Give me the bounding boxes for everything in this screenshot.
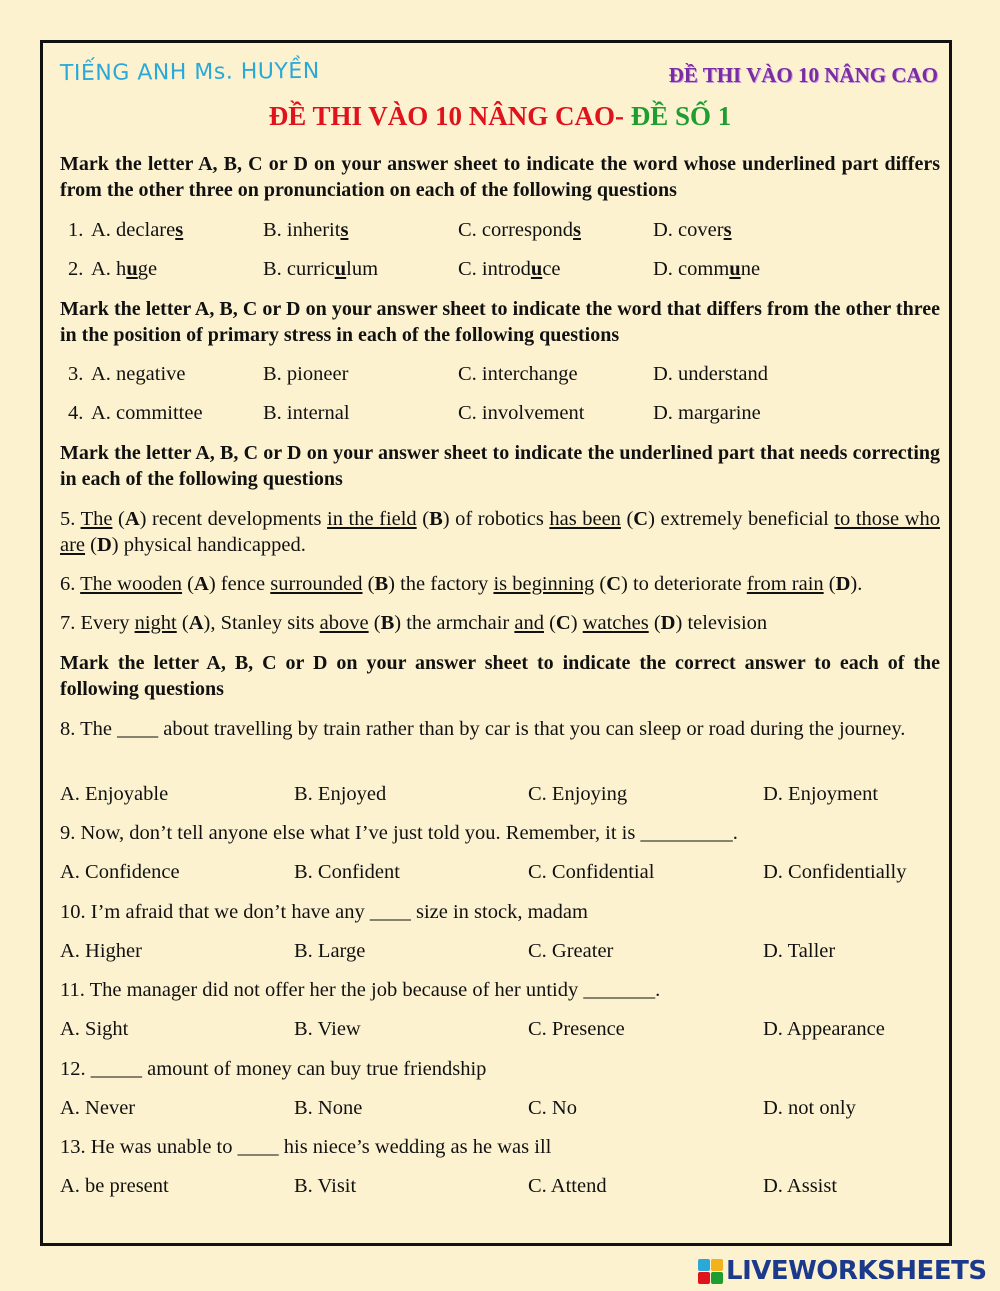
option-c[interactable]: C. Greater xyxy=(528,940,614,962)
question-11-stem: 11. The manager did not offer her the job because of her untidy _______. xyxy=(60,979,661,1001)
option-d[interactable]: D. covers xyxy=(653,219,732,241)
option-b[interactable]: B. None xyxy=(294,1097,363,1119)
part-d[interactable]: watches xyxy=(582,612,649,634)
option-b[interactable]: B. Enjoyed xyxy=(294,783,387,805)
exam-label: ĐỀ THI VÀO 10 NÂNG CAO xyxy=(668,63,938,87)
part-c[interactable]: and xyxy=(514,612,544,634)
section-2-instruction: Mark the letter A, B, C or D on your answer sheet to indicate the word that differs from the other three in the position of primary stress in each of the following questions xyxy=(60,298,940,346)
part-d[interactable]: to those who are xyxy=(60,508,940,556)
option-d[interactable]: D. Enjoyment xyxy=(763,783,879,805)
section-1-instruction: Mark the letter A, B, C or D on your answer sheet to indicate the word whose underlined part differs from the other three on pronunciation on each of the following questions xyxy=(60,153,940,201)
teacher-label: TIẾNG ANH Ms. HUYỀN xyxy=(59,58,320,87)
option-b[interactable]: B. curriculum xyxy=(263,258,379,280)
question-number: 4. xyxy=(68,402,84,424)
option-a[interactable]: A. committee xyxy=(91,402,203,424)
option-a[interactable]: A. Sight xyxy=(60,1018,129,1040)
part-c[interactable]: has been xyxy=(549,508,621,530)
option-c[interactable]: C. interchange xyxy=(458,363,578,385)
option-c[interactable]: C. Presence xyxy=(528,1018,625,1040)
option-b[interactable]: B. pioneer xyxy=(263,363,349,385)
question-number: 1. xyxy=(68,219,84,241)
option-a[interactable]: A. huge xyxy=(91,258,158,280)
option-d[interactable]: D. understand xyxy=(653,363,769,385)
option-d[interactable]: D. margarine xyxy=(653,402,761,424)
option-b[interactable]: B. inherits xyxy=(263,219,349,241)
part-a[interactable]: The xyxy=(80,508,113,530)
brand-text: LIVEWORKSHEETS xyxy=(726,1256,987,1286)
title-main: ĐỀ THI VÀO 10 NÂNG CAO- xyxy=(268,101,624,131)
option-d[interactable]: D. commune xyxy=(653,258,761,280)
option-a[interactable]: A. be present xyxy=(60,1175,169,1197)
option-b[interactable]: B. Confident xyxy=(294,861,400,883)
option-c[interactable]: C. No xyxy=(528,1097,577,1119)
liveworksheets-logo[interactable] xyxy=(698,1256,987,1286)
option-c[interactable]: C. Attend xyxy=(528,1175,607,1197)
option-a[interactable]: A. Enjoyable xyxy=(60,783,169,805)
option-d[interactable]: D. not only xyxy=(763,1097,856,1119)
question-number: 2. xyxy=(68,258,84,280)
part-a[interactable]: night xyxy=(134,612,177,634)
title-sub: ĐỀ SỐ 1 xyxy=(630,101,732,131)
page-title xyxy=(0,101,1000,132)
option-d[interactable]: D. Taller xyxy=(763,940,836,962)
option-d[interactable]: D. Confidentially xyxy=(763,861,907,883)
option-c[interactable]: C. involvement xyxy=(458,402,585,424)
option-c[interactable]: C. introduce xyxy=(458,258,561,280)
part-c[interactable]: is beginning xyxy=(493,573,595,595)
question-number: 3. xyxy=(68,363,84,385)
option-d[interactable]: D. Assist xyxy=(763,1175,838,1197)
option-b[interactable]: B. View xyxy=(294,1018,361,1040)
question-8-stem: 8. The ____ about travelling by train rather than by car is that you can sleep or road during the journey. xyxy=(60,718,906,740)
part-d[interactable]: from rain xyxy=(746,573,824,595)
question-5: 5. The (A) recent developments in the field (B) of robotics has been (C) extremely beneficial to those who are (D) physical handicapped. xyxy=(60,508,940,556)
option-a[interactable]: A. negative xyxy=(91,363,186,385)
question-12-stem: 12. _____ amount of money can buy true friendship xyxy=(60,1058,487,1080)
option-b[interactable]: B. Visit xyxy=(294,1175,357,1197)
question-9-stem: 9. Now, don’t tell anyone else what I’ve just told you. Remember, it is _________. xyxy=(60,822,738,844)
option-a[interactable]: A. Never xyxy=(60,1097,136,1119)
option-c[interactable]: C. Enjoying xyxy=(528,783,628,805)
question-10-stem: 10. I’m afraid that we don’t have any ____ size in stock, madam xyxy=(60,901,588,923)
option-c[interactable]: C. corresponds xyxy=(458,219,581,241)
section-3-instruction: Mark the letter A, B, C or D on your answer sheet to indicate the underlined part that needs correcting in each of the following questions xyxy=(60,442,940,490)
option-a[interactable]: A. Higher xyxy=(60,940,142,962)
option-a[interactable]: A. declares xyxy=(91,219,184,241)
option-b[interactable]: B. internal xyxy=(263,402,350,424)
question-13-stem: 13. He was unable to ____ his niece’s wedding as he was ill xyxy=(60,1136,552,1158)
part-b[interactable]: surrounded xyxy=(270,573,363,595)
question-6: 6. The wooden (A) fence surrounded (B) the factory is beginning (C) to deteriorate from rain (D). xyxy=(60,573,863,595)
part-b[interactable]: in the field xyxy=(327,508,417,530)
logo-icon xyxy=(698,1259,724,1285)
option-b[interactable]: B. Large xyxy=(294,940,366,962)
option-a[interactable]: A. Confidence xyxy=(60,861,180,883)
part-b[interactable]: above xyxy=(319,612,369,634)
section-4-instruction: Mark the letter A, B, C or D on your answer sheet to indicate the correct answer to each of the following questions xyxy=(60,652,940,700)
option-c[interactable]: C. Confidential xyxy=(528,861,655,883)
part-a[interactable]: The wooden xyxy=(80,573,183,595)
option-d[interactable]: D. Appearance xyxy=(763,1018,885,1040)
question-7: 7. Every night (A), Stanley sits above (B) the armchair and (C) watches (D) television xyxy=(60,612,768,634)
